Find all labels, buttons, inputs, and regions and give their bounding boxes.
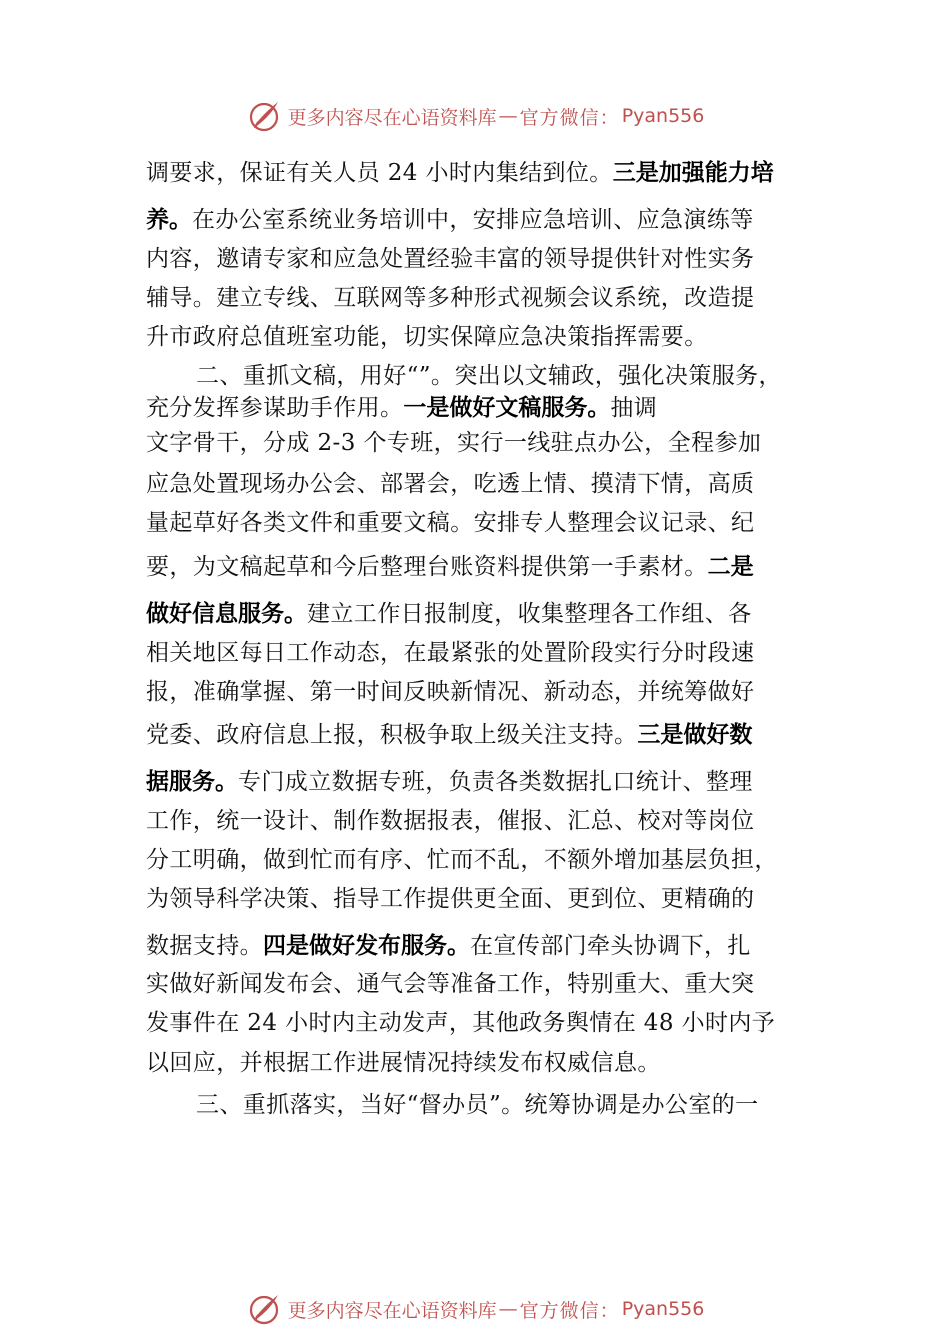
watermark-text: 更多内容尽在心语资料库 xyxy=(287,106,497,129)
text-line: 据服务。专门成立数据专班，负责各类数据扎口统计、整理 xyxy=(146,769,753,795)
quill-seal-icon xyxy=(246,98,282,134)
text-line: 文字骨干，分成 2-3 个专班，实行一线驻点办公，全程参加 xyxy=(146,430,762,456)
text-line: 升市政府总值班室功能，切实保障应急决策指挥需要。 xyxy=(146,324,708,350)
watermark-wechat-label: 官方微信： xyxy=(519,1299,620,1322)
watermark-separator: — xyxy=(498,105,518,127)
text-line: 分工明确，做到忙而有序、忙而不乱，不额外增加基层负担， xyxy=(146,847,778,873)
watermark-account: Pyan556 xyxy=(621,105,705,127)
watermark-account: Pyan556 xyxy=(621,1298,705,1320)
watermark-footer xyxy=(0,1289,950,1329)
text-line: 数据支持。四是做好发布服务。在宣传部门牵头协调下，扎 xyxy=(146,933,751,959)
text-line: 工作，统一设计、制作数据报表，催报、汇总、校对等岗位 xyxy=(146,808,755,834)
text-line: 充分发挥参谋助手作用。一是做好文稿服务。抽调 xyxy=(146,395,658,421)
text-line: 辅导。建立专线、互联网等多种形式视频会议系统，改造提 xyxy=(146,285,755,311)
text-line: 做好信息服务。建立工作日报制度，收集整理各工作组、各 xyxy=(146,601,752,627)
text-line: 发事件在 24 小时内主动发声，其他政务舆情在 48 小时内予 xyxy=(146,1010,776,1036)
text-line: 应急处置现场办公会、部署会，吃透上情、摸清下情，高质 xyxy=(146,471,755,497)
paragraph-heading: 二、重抓文稿，用好“”。突出以文辅政，强化决策服务， xyxy=(196,363,782,389)
text-line: 相关地区每日工作动态，在最紧张的处置阶段实行分时段速 xyxy=(146,640,755,666)
text-line: 调要求，保证有关人员 24 小时内集结到位。三是加强能力培 xyxy=(146,160,774,186)
watermark-separator: — xyxy=(498,1298,518,1320)
text-line: 报，准确掌握、第一时间反映新情况、新动态，并统筹做好 xyxy=(146,679,755,705)
watermark-text: 更多内容尽在心语资料库 xyxy=(287,1299,497,1322)
paragraph-heading: 三、重抓落实，当好“督办员”。统筹协调是办公室的一 xyxy=(196,1092,759,1118)
text-line: 为领导科学决策、指导工作提供更全面、更到位、更精确的 xyxy=(146,886,755,912)
text-line: 养。在办公室系统业务培训中，安排应急培训、应急演练等 xyxy=(146,207,754,233)
watermark-header xyxy=(0,96,950,136)
watermark-wechat-label: 官方微信： xyxy=(519,106,620,129)
text-line: 内容，邀请专家和应急处置经验丰富的领导提供针对性实务 xyxy=(146,246,755,272)
text-line: 以回应，并根据工作进展情况持续发布权威信息。 xyxy=(146,1050,661,1076)
quill-seal-icon xyxy=(246,1291,282,1327)
text-line: 实做好新闻发布会、通气会等准备工作，特别重大、重大突 xyxy=(146,971,755,997)
text-line: 量起草好各类文件和重要文稿。安排专人整理会议记录、纪 xyxy=(146,510,755,536)
text-line: 党委、政府信息上报，积极争取上级关注支持。三是做好数 xyxy=(146,722,753,748)
text-line: 要，为文稿起草和今后整理台账资料提供第一手素材。二是 xyxy=(146,554,754,580)
